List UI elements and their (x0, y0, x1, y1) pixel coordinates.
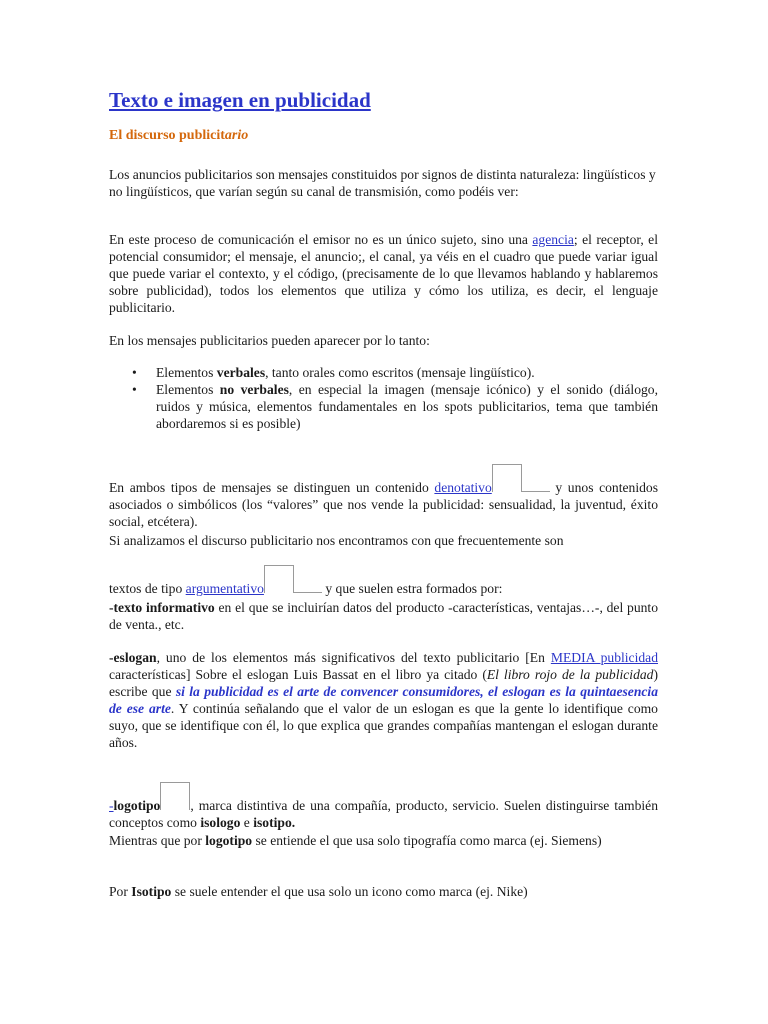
p10-bold-term: Isotipo (131, 884, 172, 899)
p5-text-after: y que suelen estra formados por: (321, 581, 503, 596)
p10-text-after: se suele entender el que usa solo un icono como marca (ej. Nike) (171, 884, 528, 899)
p7-text: . Y continúa señalando que el valor de un eslogan es que la gente lo identifique como suyo, que se identifique con él, lo que explica que grandes compañías mantengan el eslogan durante años. (109, 701, 658, 750)
p4-text-before: En ambos tipos de mensajes se distinguen un contenido (109, 480, 435, 495)
elements-list (109, 364, 658, 432)
bullet-text: Elementos (156, 365, 217, 380)
p9-bold-term: logotipo (205, 833, 253, 848)
p8-bold-isologo: isologo (200, 815, 241, 830)
agencia-link[interactable]: agencia (532, 232, 574, 247)
bullet-text: , tanto orales como escritos (mensaje lingüístico). (265, 365, 535, 380)
p2-text-before: En este proceso de comunicación el emisor no es un único sujeto, sino una (109, 232, 533, 247)
p7-text: características] Sobre el eslogan Luis Bassat en el libro ya citado ( (109, 667, 487, 682)
p9-text-after: se entiende el que usa solo tipografía como marca (ej. Siemens) (252, 833, 602, 848)
image-placeholder (160, 782, 190, 810)
image-placeholder (264, 565, 294, 593)
p8-bold-term: logotipo (113, 798, 161, 813)
paragraph-elements-intro: En los mensajes publicitarios pueden aparecer por lo tanto: (109, 333, 430, 348)
p7-text: ) escribe que (109, 667, 658, 699)
subtitle-text: El discurso publicit (109, 128, 225, 143)
paragraph-logotipo (109, 782, 658, 831)
list-item (132, 381, 658, 432)
p5-text-before: textos de tipo (109, 581, 186, 596)
p2-text-after: ; el receptor, el potencial consumidor; el mensaje, el anuncio;, el canal, ya véis en el cuadro que puede variar igual que puede variar el contexto, y el código, (precisamente de lo que llevamos hablando y hablaremos sobre publicidad), todos los elementos que utiliza y cómo los utiliza, es decir, el lenguaje publicitario. (109, 232, 658, 315)
image-placeholder (492, 464, 522, 492)
bullet-marker: • (132, 365, 137, 380)
p7-text: , uno de los elementos más significativos del texto publicitario [En (156, 650, 551, 665)
p8-text: , marca distintiva de una compañía, producto, servicio. Suelen distinguirse también conceptos como (109, 798, 658, 830)
paragraph-logotipo-definition (109, 832, 658, 849)
denotativo-link[interactable]: denotativo (434, 480, 492, 495)
paragraph-discurso: Si analizamos el discurso publicitario nos encontramos con que frecuentemente son (109, 533, 564, 548)
logotipo-link-dash: - (109, 798, 114, 813)
book-title: El libro rojo de la publicidad (486, 667, 654, 682)
image-placeholder-line (522, 491, 550, 492)
bullet-text: Elementos (156, 382, 220, 397)
media-publicidad-link[interactable]: MEDIA publicidad (550, 650, 658, 665)
p8-text: e (240, 815, 254, 830)
paragraph-denotativo (109, 464, 658, 530)
p6-text-after: en el que se incluirían datos del producto -características, ventajas…-, del punto de venta., etc. (109, 600, 658, 632)
eslogan-quote: si la publicidad es el arte de convencer consumidores, el eslogan es la quintaesencia de ese arte (109, 684, 659, 716)
page-title: Texto e imagen en publicidad (109, 88, 371, 112)
bullet-bold-text: verbales (216, 365, 266, 380)
bullet-text: , en especial la imagen (mensaje icónico) y el sonido (diálogo, ruidos y música, elementos fundamentales en los spots publicitarios, tema que también abordaremos si es posible) (156, 382, 658, 431)
paragraph-communication (109, 231, 658, 316)
p8-bold-isotipo: isotipo. (253, 815, 296, 830)
bullet-marker: • (132, 382, 137, 397)
paragraph-argumentativo (109, 565, 658, 597)
p9-text-before: Mientras que por (109, 833, 206, 848)
paragraph-texto-informativo (109, 599, 658, 633)
paragraph-intro: Los anuncios publicitarios son mensajes constituidos por signos de distinta naturaleza: lingüísticos y no lingüísticos, que varían según su canal de transmisión, como podéis ver: (109, 167, 656, 199)
p7-bold-term: -eslogan (109, 650, 157, 665)
section-subtitle (109, 128, 248, 144)
argumentativo-link[interactable]: argumentativo (185, 581, 264, 596)
p6-bold-term: -texto informativo (109, 600, 215, 615)
bullet-bold-text: no verbales (219, 382, 289, 397)
paragraph-isotipo-definition (109, 883, 658, 900)
p4-text-after: y unos contenidos asociados o simbólicos (los “valores” que nos vende la publicidad: sensualidad, la juventud, éxito social, etcétera). (109, 480, 658, 529)
image-placeholder-line (294, 592, 322, 593)
p10-text-before: Por (109, 884, 132, 899)
paragraph-eslogan (109, 649, 658, 751)
subtitle-italic-text: ario (224, 128, 249, 143)
list-item (132, 364, 658, 381)
